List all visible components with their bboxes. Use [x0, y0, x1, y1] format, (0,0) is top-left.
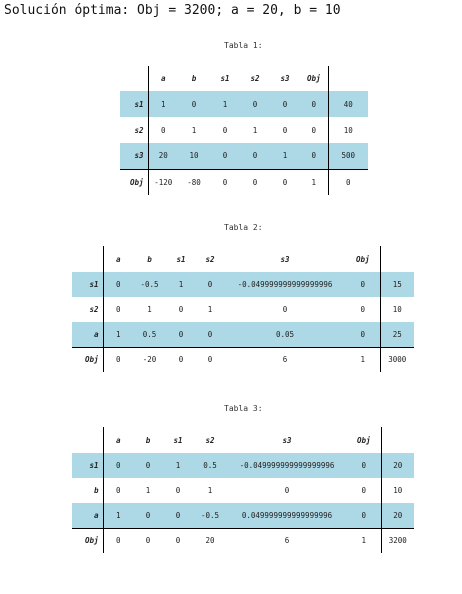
cell: 0	[175, 510, 181, 520]
cell: 0	[360, 280, 365, 289]
cell: 0	[252, 151, 258, 161]
table-1-col-b: b	[191, 74, 197, 83]
simplex-table-1	[120, 66, 368, 195]
table-3-col-rhs	[381, 427, 414, 453]
row-label: s2	[72, 297, 103, 322]
cell: 1	[346, 347, 380, 372]
table-row	[120, 117, 368, 143]
cell: 1	[347, 528, 381, 553]
table-3-col-s3: s3	[282, 435, 292, 445]
cell: 0	[145, 461, 151, 470]
cell: 0.049999999999999996	[241, 510, 333, 520]
cell: 0	[145, 510, 151, 520]
table-1-col-s2: s2	[250, 74, 260, 83]
cell: 1	[175, 461, 181, 470]
cell: 0	[252, 99, 258, 109]
row-label: b	[72, 478, 103, 503]
table-3-col-s1: s1	[173, 435, 183, 445]
cell: -0.5	[200, 510, 220, 520]
cell: 0	[360, 305, 365, 314]
table-1-col-obj: Obj	[306, 74, 321, 83]
table-1-title: Tabla 1:	[224, 41, 263, 50]
table-3-col-b: b	[145, 435, 151, 445]
table-2-col-b: b	[147, 254, 152, 264]
cell: 0	[282, 99, 288, 109]
cell: 0	[222, 125, 228, 135]
cell: 0	[175, 486, 181, 495]
cell: 0	[361, 486, 366, 495]
cell: 0	[163, 528, 193, 553]
cell: 0	[178, 305, 184, 314]
table-2-col-s3: s3	[280, 254, 290, 264]
row-label: s1	[72, 272, 103, 297]
rhs-cell: 20	[381, 503, 414, 528]
cell: 0	[191, 99, 197, 109]
rhs-cell: 3000	[380, 347, 414, 372]
row-label: s2	[120, 117, 148, 143]
cell: 0	[207, 329, 213, 339]
optimal-solution-text: Solución óptima: Obj = 3200; a = 20, b = 10	[4, 3, 341, 18]
cell: 1	[178, 280, 184, 289]
table-row	[72, 322, 414, 347]
table-3-corner	[72, 427, 103, 453]
table-2-title: Tabla 2:	[224, 223, 263, 232]
rhs-cell: 10	[380, 297, 414, 322]
table-row	[72, 478, 414, 503]
cell: -20	[133, 347, 166, 372]
cell: 0	[311, 99, 316, 109]
table-row	[120, 91, 368, 117]
cell: 1	[145, 486, 151, 495]
row-label: s1	[72, 453, 103, 478]
rhs-cell: 15	[380, 272, 414, 297]
cell: 1	[282, 151, 288, 161]
table-1-corner	[120, 66, 148, 91]
table-row	[72, 297, 414, 322]
cell: 1	[115, 329, 121, 339]
cell: 1	[300, 169, 328, 195]
cell: -0.5	[140, 280, 159, 289]
cell: 0	[361, 510, 366, 520]
cell: -0.049999999999999996	[239, 461, 335, 470]
cell: 1	[207, 486, 213, 495]
row-label: s1	[120, 91, 148, 117]
cell: 0	[160, 125, 166, 135]
table-2-corner	[72, 246, 103, 272]
cell: 0	[311, 151, 316, 161]
cell: 0.5	[142, 329, 157, 339]
rhs-cell: 40	[328, 91, 368, 117]
cell: 0	[103, 347, 133, 372]
cell: 0	[133, 528, 163, 553]
cell: 0	[196, 347, 224, 372]
simplex-table-3	[72, 427, 414, 553]
cell: 0	[115, 280, 121, 289]
table-3-title: Tabla 3:	[224, 404, 263, 413]
row-label: Obj	[72, 528, 103, 553]
cell: 1	[252, 125, 258, 135]
cell: 0	[284, 486, 290, 495]
rhs-cell: 10	[381, 478, 414, 503]
cell: 1	[222, 99, 228, 109]
rhs-cell: 20	[381, 453, 414, 478]
row-label: Obj	[72, 347, 103, 372]
table-row	[72, 453, 414, 478]
table-row	[72, 503, 414, 528]
row-label: a	[72, 322, 103, 347]
cell: 0	[210, 169, 240, 195]
cell: 10	[189, 151, 199, 161]
cell: 1	[191, 125, 197, 135]
cell: 0	[207, 280, 213, 289]
cell: 0	[115, 486, 121, 495]
table-3-col-s2: s2	[205, 435, 215, 445]
row-label: a	[72, 503, 103, 528]
cell: 20	[158, 151, 168, 161]
table-row	[72, 528, 414, 553]
table-row	[72, 272, 414, 297]
cell: 1	[207, 305, 213, 314]
cell: 1	[160, 99, 166, 109]
rhs-cell: 25	[380, 322, 414, 347]
cell: 0	[166, 347, 196, 372]
cell: 0	[178, 329, 184, 339]
cell: 0.05	[275, 329, 295, 339]
rhs-cell: 3200	[381, 528, 414, 553]
cell: 0	[115, 305, 121, 314]
cell: 0	[103, 528, 133, 553]
table-3-col-a: a	[115, 435, 121, 445]
simplex-table-2	[72, 246, 414, 372]
table-row	[120, 169, 368, 195]
cell: 0	[240, 169, 270, 195]
row-label: s3	[120, 143, 148, 169]
table-2-col-a: a	[115, 254, 121, 264]
table-1-col-a: a	[160, 74, 166, 83]
table-1-col-s1: s1	[220, 74, 230, 83]
rhs-cell: 500	[328, 143, 368, 169]
table-row	[72, 347, 414, 372]
table-2-col-obj: Obj	[355, 254, 370, 264]
cell: 1	[147, 305, 152, 314]
rhs-cell: 0	[328, 169, 368, 195]
cell: 0	[361, 461, 366, 470]
cell: 0	[282, 305, 288, 314]
table-2-col-s1: s1	[176, 254, 186, 264]
cell: 0	[222, 151, 228, 161]
table-2-col-rhs	[380, 246, 414, 272]
cell: 6	[227, 528, 347, 553]
cell: -120	[148, 169, 178, 195]
cell: 0	[360, 329, 365, 339]
cell: 0	[282, 125, 288, 135]
cell: 0	[115, 461, 121, 470]
cell: 6	[224, 347, 346, 372]
cell: -80	[178, 169, 210, 195]
cell: 0	[311, 125, 316, 135]
cell: 0.5	[203, 461, 217, 470]
table-1-col-s3: s3	[280, 74, 290, 83]
cell: 1	[115, 510, 121, 520]
table-3-col-obj: Obj	[356, 435, 371, 445]
cell: -0.049999999999999996	[237, 280, 333, 289]
cell: 0	[270, 169, 300, 195]
rhs-cell: 10	[328, 117, 368, 143]
cell: 20	[193, 528, 227, 553]
table-row	[120, 143, 368, 169]
row-label: Obj	[120, 169, 148, 195]
table-1-col-rhs	[328, 66, 368, 91]
table-2-col-s2: s2	[205, 254, 215, 264]
